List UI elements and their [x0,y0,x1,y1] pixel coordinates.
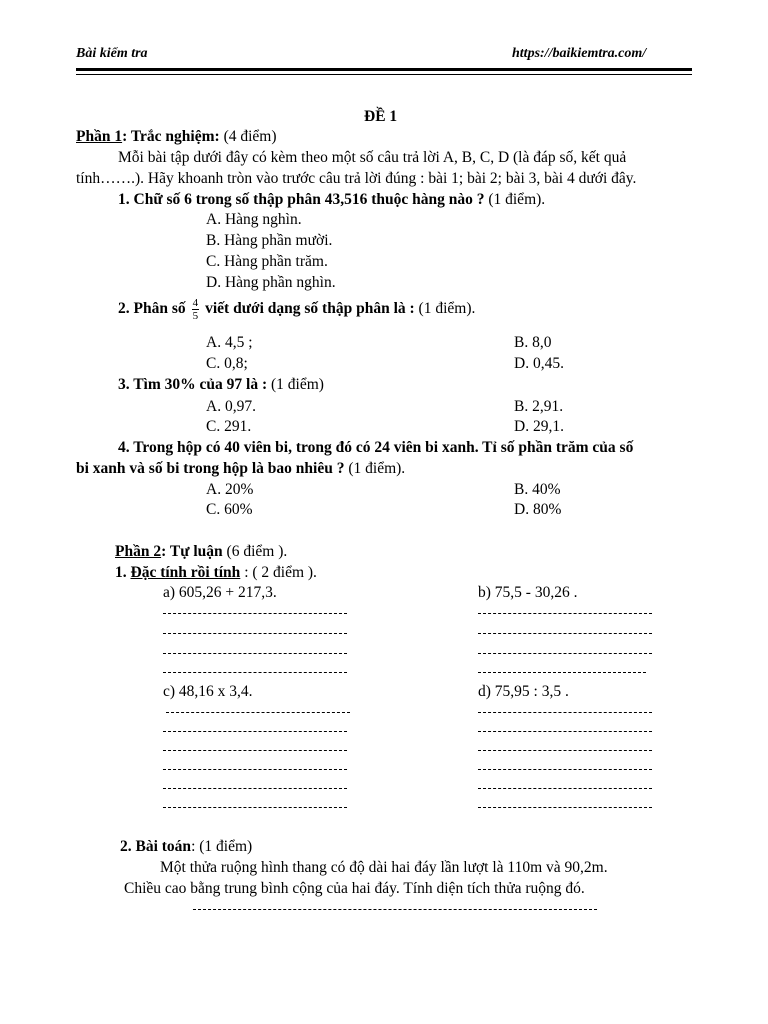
part2-points: (6 điểm ). [226,543,288,560]
answer-line[interactable] [478,712,652,713]
q4-option-b: B. 40% [514,481,561,498]
question-4-points: (1 điểm). [348,460,406,477]
answer-line[interactable] [163,672,347,673]
question-2-text-after: viết dưới dạng số thập phân là : [205,300,415,318]
answer-line[interactable] [163,807,347,808]
header-rule-thick [76,68,692,71]
q3-option-d: D. 29,1. [514,418,564,435]
part2-heading-label: Phần 2 [115,543,162,560]
fraction-numerator: 4 [192,297,199,309]
problem-line2: Chiều cao bằng trung bình cộng của hai đáy. Tính diện tích thửa ruộng đó. [124,880,585,897]
q2-option-c: C. 0,8; [206,355,248,372]
part2-heading [115,542,287,562]
answer-line[interactable] [478,672,646,673]
question-1-text: 1. Chữ số 6 trong số thập phân 43,516 thuộc hàng nào ? [118,191,485,208]
answer-line[interactable] [478,788,652,789]
q3-option-a: A. 0,97. [206,398,256,415]
part1-points: (4 điểm) [223,128,277,145]
page-title: ĐỀ 1 [364,108,398,125]
part2-heading-rest: : Tự luận [161,543,223,560]
answer-line[interactable] [478,750,652,751]
question-3-points: (1 điểm) [271,376,324,393]
calc-b: b) 75,5 - 30,26 . [478,584,578,601]
calc-a: a) 605,26 + 217,3. [163,584,277,601]
question-4-line1: 4. Trong hộp có 40 viên bi, trong đó có 24 viên bi xanh. Tỉ số phần trăm của số [118,439,634,456]
question-2 [118,297,475,322]
answer-line[interactable] [163,633,347,634]
part1-intro-line2: tính…….). Hãy khoanh tròn vào trước câu trả lời đúng : bài 1; bài 2; bài 3, bài 4 dưới đây. [76,170,637,187]
header-left: Bài kiểm tra [76,46,148,61]
part1-heading [76,127,277,147]
part1-heading-rest: : Trắc nghiệm: [122,128,220,145]
part2-question-1 [115,563,317,583]
q3-option-c: C. 291. [206,418,252,435]
answer-line[interactable] [478,633,652,634]
fraction-denominator: 5 [192,310,199,322]
question-1-points: (1 điểm). [488,191,546,208]
answer-line[interactable] [478,731,652,732]
question-2-points: (1 điểm). [418,300,476,318]
part2-question-2 [120,837,252,857]
calc-c: c) 48,16 x 3,4. [163,683,253,700]
part2-q1-num: 1. [115,564,127,581]
q2-option-a: A. 4,5 ; [206,334,253,351]
question-4-line2-text: bi xanh và số bi trong hộp là bao nhiêu ? [76,460,345,477]
answer-line[interactable] [193,909,597,910]
calc-d: d) 75,95 : 3,5 . [478,683,569,700]
answer-line[interactable] [163,788,347,789]
answer-line[interactable] [166,712,350,713]
answer-line[interactable] [163,613,347,614]
question-4-line2 [76,459,405,479]
answer-line[interactable] [478,613,652,614]
fraction [192,297,200,322]
problem-line1: Một thửa ruộng hình thang có độ dài hai đáy lần lượt là 110m và 90,2m. [160,859,608,876]
q2-option-d: D. 0,45. [514,355,564,372]
part1-intro-line1: Mỗi bài tập dưới đây có kèm theo một số câu trả lời A, B, C, D (là đáp số, kết quả [118,149,627,166]
q1-option-c: C. Hàng phần trăm. [206,253,328,270]
answer-line[interactable] [163,653,347,654]
answer-line[interactable] [163,750,347,751]
part2-q1-label: Đặc tính rồi tính [130,564,241,581]
answer-line[interactable] [163,731,347,732]
question-3 [118,375,324,395]
answer-line[interactable] [478,653,652,654]
q1-option-d: D. Hàng phần nghìn. [206,274,336,291]
q4-option-c: C. 60% [206,501,253,518]
question-1 [118,190,545,210]
header-url[interactable]: https://baikiemtra.com/ [512,46,647,61]
answer-line[interactable] [478,769,652,770]
question-2-text-before: 2. Phân số [118,300,186,318]
answer-line[interactable] [478,807,652,808]
q4-option-a: A. 20% [206,481,254,498]
question-3-text: 3. Tìm 30% của 97 là : [118,376,268,393]
part2-q1-points: : ( 2 điểm ). [244,564,317,581]
q2-option-b: B. 8,0 [514,334,552,351]
answer-line[interactable] [163,769,347,770]
part2-q2-label: 2. Bài toán [120,838,192,855]
part1-heading-label: Phần 1 [76,128,123,145]
q4-option-d: D. 80% [514,501,562,518]
header-rule-thin [76,74,692,75]
part2-q2-points: : (1 điểm) [191,838,253,855]
q1-option-a: A. Hàng nghìn. [206,211,302,228]
q1-option-b: B. Hàng phần mười. [206,232,333,249]
q3-option-b: B. 2,91. [514,398,564,415]
